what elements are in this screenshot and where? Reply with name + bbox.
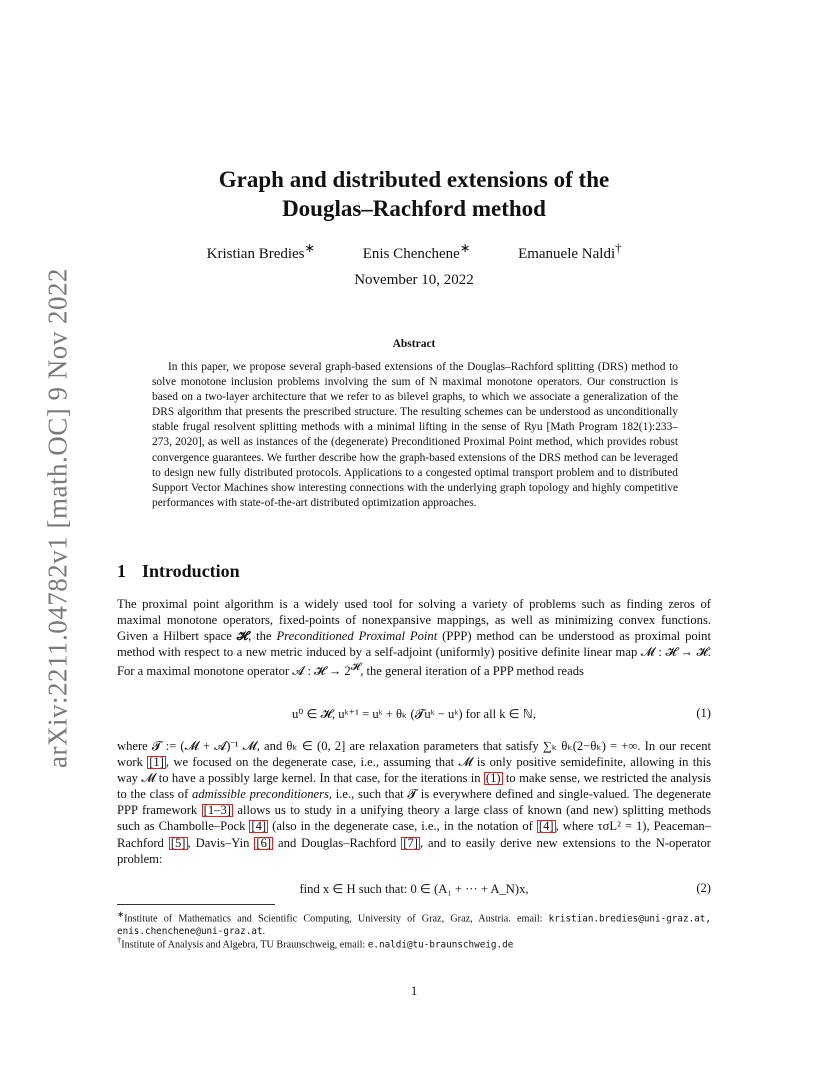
author-list xyxy=(0,240,828,263)
arxiv-stamp: arXiv:2211.04782v1 [math.OC] 9 Nov 2022 xyxy=(42,268,73,768)
equation-2 xyxy=(117,881,711,897)
ppp-term: Preconditioned Proximal Point xyxy=(276,629,438,644)
author-1: Kristian Bredies∗ xyxy=(206,241,316,262)
equation-2-body: find x ∈ H such that: 0 ∈ (A₁ + ··· + A_N)x, xyxy=(299,882,529,896)
section-heading xyxy=(117,561,240,582)
title-line-2: Douglas–Rachford method xyxy=(282,196,546,221)
equation-1-tag: (1) xyxy=(696,706,711,720)
paper-title xyxy=(100,165,728,223)
citation-6[interactable]: [6] xyxy=(256,835,272,850)
footnote-1-email[interactable]: kristian.bredies@uni-graz.at, enis.chenchene@uni-graz.at xyxy=(117,913,711,938)
intro-paragraph-2: where 𝓣 := (𝓜 + 𝓐)⁻¹ 𝓜, and θₖ ∈ (0, 2] are relaxation parameters that satisfy ∑ₖ θₖ(2−θₖ) = +∞. In our recent work [1] , we focused on the degenerate case, i.e., assuming that 𝓜 is only positive semidefinite, allowing in this way 𝓜 to have a possibly large kernel. In that case, for the iterations in (1) to make sense, we restricted the analysis to the class of admissible preconditioners, i.e., such that 𝓣 is everywhere defined and single-valued. The degenerate PPP framework [1–3] allows us to study in a unifying theory a large class of known (and new) splitting methods such as Chambolle–Pock [4] (also in the degenerate case, i.e., in the notation of [4] , where τσL² = 1), Peaceman–Rachford [5] , Davis–Yin [6] and Douglas–Rachford [7] , and to easily derive new extensions to the N-operator problem: xyxy=(117,739,712,866)
citation-1[interactable]: [1] xyxy=(149,755,164,770)
citation-7[interactable]: [7] xyxy=(403,835,418,850)
citation-4b[interactable]: [4] xyxy=(538,819,554,834)
paper-date: November 10, 2022 xyxy=(354,272,474,288)
abstract-heading: Abstract xyxy=(392,338,436,350)
page-number: 1 xyxy=(410,984,418,998)
equation-1 xyxy=(117,706,711,722)
equation-ref-1[interactable]: (1) xyxy=(485,771,501,786)
footnote-2-email[interactable]: e.naldi@tu-braunschweig.de xyxy=(367,939,514,951)
section-number: 1 xyxy=(117,561,126,581)
footnote-rule xyxy=(117,904,275,905)
equation-2-tag: (2) xyxy=(696,881,711,895)
author-3: Emanuele Naldi† xyxy=(518,241,622,262)
footnote-1: ∗Institute of Mathematics and Scientific Computing, University of Graz, Graz, Austria. email: kristian.bredies@uni-graz.at, enis.chenchene@uni-graz.at. xyxy=(117,909,711,938)
citation-4[interactable]: [4] xyxy=(251,819,267,834)
title-line-1: Graph and distributed extensions of the xyxy=(218,167,610,192)
citation-5[interactable]: [5] xyxy=(170,835,186,850)
equation-1-body: u⁰ ∈ 𝓗, uᵏ⁺¹ = uᵏ + θₖ (𝓣uᵏ − uᵏ) for all k ∈ ℕ, xyxy=(291,707,537,721)
intro-paragraph-1: The proximal point algorithm is a widely used tool for solving a variety of problems such as finding zeros of maximal monotone operators, fixed-points of nonexpansive mappings, as well as minimizing convex functions. Given a Hilbert space 𝓗, the Preconditioned Proximal Point (PPP) method can be understood as proximal point method with respect to a new metric induced by a self-adjoint (uniformly) positive definite linear map 𝓜 : 𝓗 → 𝓗. For a maximal monotone operator 𝓐 : 𝓗 → $2^𝓗$, the general iteration of a PPP method reads xyxy=(117,597,711,679)
footnote-2: †Institute of Analysis and Algebra, TU Braunschweig, email: e.naldi@tu-braunschweig.de xyxy=(117,935,514,951)
section-title: Introduction xyxy=(142,561,240,581)
abstract-text: In this paper, we propose several graph-based extensions of the Douglas–Rachford splitting (DRS) method to solve monotone inclusion problems involving the sum of N maximal monotone operators. Our construction is based on a two-layer architecture that we refer to as bilevel graphs, to which we associate a generalization of the DRS algorithm that presents the prescribed structure. The resulting schemes can be understood as unconditionally stable frugal resolvent splitting methods with a minimal lifting in the sense of Ryu [Math Program 182(1):233–273, 2020], as well as instances of the (degenerate) Preconditioned Proximal Point method, which provides robust convergence guarantees. We further describe how the graph-based extensions of the DRS method can be leveraged to design new fully distributed protocols. Applications to a congested optimal transport problem and to distributed Support Vector Machines show interesting connections with the underlying graph topology and highly competitive performances with state-of-the-art distributed optimization approaches. xyxy=(152,361,678,509)
citation-1-3[interactable]: [1–3] xyxy=(203,803,231,818)
author-2: Enis Chenchene∗ xyxy=(362,241,471,262)
